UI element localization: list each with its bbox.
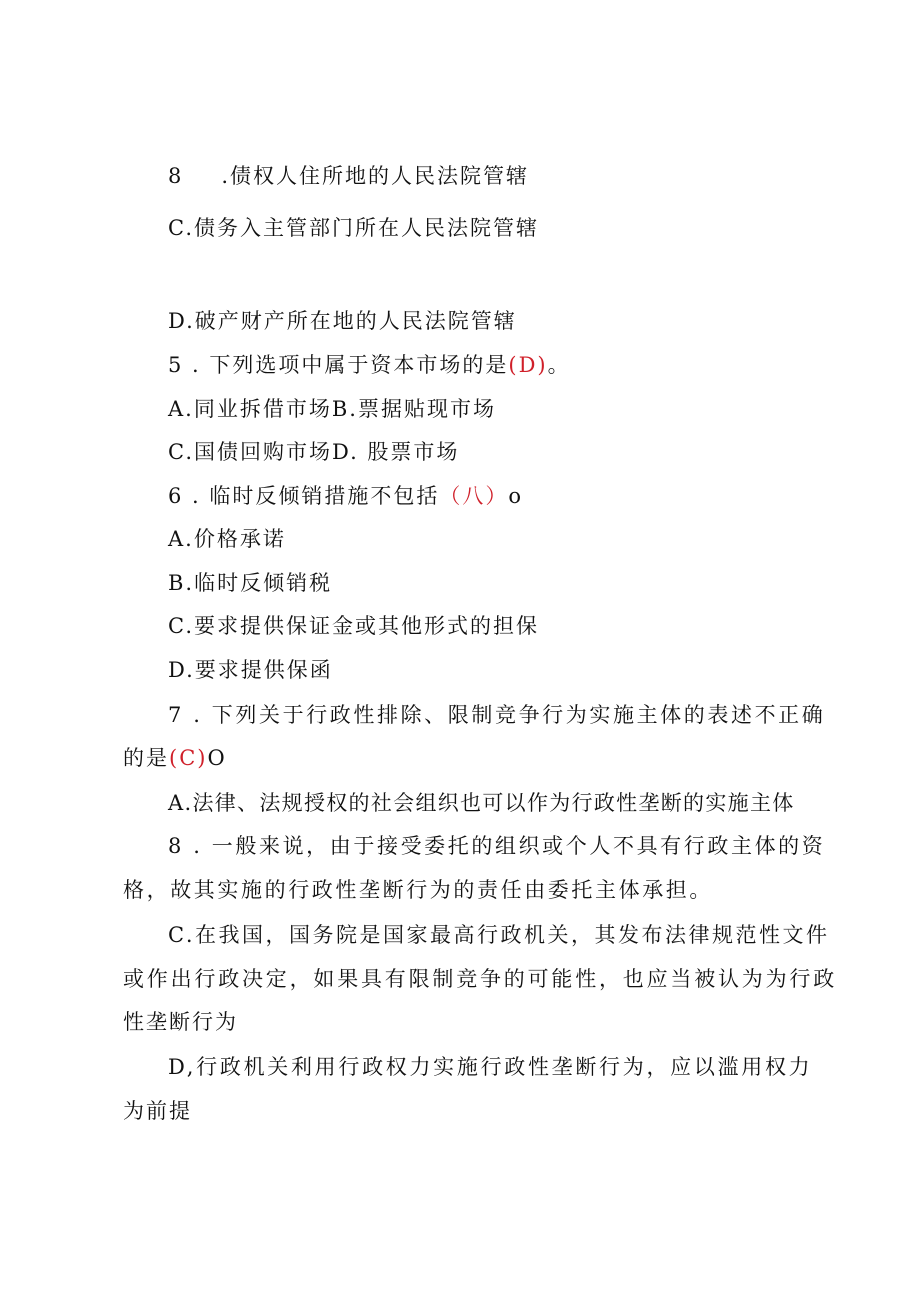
q5-stem — [168, 350, 571, 380]
option-text: .债权人住所地的人民法院管辖 — [221, 164, 530, 188]
question-text: 5 . 下列选项中属于资本市场的是 — [168, 353, 509, 377]
option-number: 8 — [168, 164, 184, 188]
q7-option-c-line1: C.在我国，国务院是国家最高行政机关，其发布法律规范性文件 — [168, 923, 830, 947]
q6-option-d: D.要求提供保函 — [168, 658, 333, 682]
answer-mark: （八） — [439, 484, 509, 508]
q5-options-cd: C.国债回购市场D. 股票市场 — [168, 440, 460, 464]
answer-mark: (D) — [508, 353, 548, 377]
q7-option-d-line1: D,行政机关利用行政权力实施行政性垄断行为，应以滥用权力 — [168, 1055, 813, 1079]
question-end: O — [207, 746, 227, 770]
q7-option-c-line2: 或作出行政决定，如果具有限制竞争的可能性，也应当被认为为行政 — [123, 967, 837, 991]
q6-option-b: B.临时反倾销税 — [168, 571, 333, 595]
question-text: 6 . 临时反倾销措施不包括 — [168, 484, 440, 508]
q6-option-c: C.要求提供保证金或其他形式的担保 — [168, 614, 539, 638]
question-text: 的是 — [123, 746, 169, 770]
question-end: o — [508, 484, 524, 508]
q4-option-b — [168, 161, 529, 191]
q7-stem-line1: 7 . 下列关于行政性排除、限制竞争行为实施主体的表述不正确 — [168, 703, 826, 727]
q7-option-a: A.法律、法规授权的社会组织也可以作为行政性垄断的实施主体 — [168, 791, 795, 815]
q7-option-d-line2: 为前提 — [123, 1099, 192, 1123]
answer-mark: (C) — [169, 746, 208, 770]
q4-option-d: D.破产财产所在地的人民法院管辖 — [168, 309, 517, 333]
q4-option-c: C.债务入主管部门所在人民法院管辖 — [168, 216, 539, 240]
q5-options-ab: A.同业拆借市场B.票据贴现市场 — [168, 397, 496, 421]
q7-option-b-line1: 8 . 一般来说，由于接受委托的组织或个人不具有行政主体的资 — [168, 834, 826, 858]
q6-stem — [168, 481, 523, 511]
q7-option-c-line3: 性垄断行为 — [123, 1010, 238, 1034]
q7-option-b-line2: 格，故其实施的行政性垄断行为的责任由委托主体承担。 — [123, 878, 713, 902]
q7-stem-line2 — [123, 743, 227, 773]
question-end: 。 — [547, 353, 571, 377]
q6-option-a: A.价格承诺 — [168, 527, 286, 551]
